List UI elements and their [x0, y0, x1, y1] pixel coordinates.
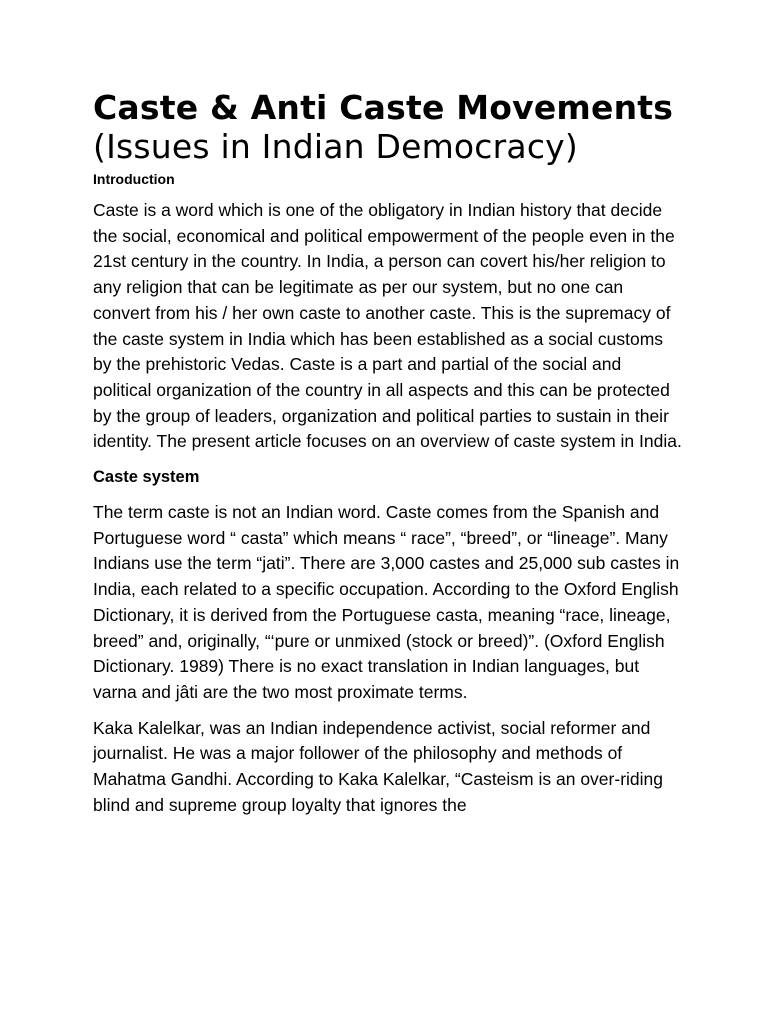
introduction-heading: Introduction [93, 171, 175, 187]
paragraph-caste-system: The term caste is not an Indian word. Caste comes from the Spanish and Portuguese word “ casta” which means “ race”, “breed”, or “lineage”. Many Indians use the term “jati”. There are 3,000 castes and 25,000 sub castes in India, each related to a specific occupation. According to the Oxford English Dictionary, it is derived from the Portuguese casta, meaning “race, lineage, breed” and, originally, “‘pure or unmixed (stock or breed)”. (Oxford English Dictionary. 1989) There is no exact translation in Indian languages, but varna and jâti are the two most proximate terms. [93, 502, 680, 702]
paragraph-introduction: Caste is a word which is one of the obligatory in Indian history that decide the social, economical and political empowerment of the people even in the 21st century in the country. In India, a person can covert his/her religion to any religion that can be legitimate as per our system, but no one can convert from his / her own caste to another caste. This is the supremacy of the caste system in India which has been established as a social customs by the prehistoric Vedas. Caste is a part and partial of the social and political organization of the country in all aspects and this can be protected by the group of leaders, organization and political parties to sustain in their identity. The present article focuses on an overview of caste system in India. [93, 200, 682, 452]
document-title-subtitle: (Issues in Indian Democracy) [93, 127, 578, 166]
caste-system-heading: Caste system [93, 468, 200, 487]
paragraph-kaka-kalelkar: Kaka Kalelkar, was an Indian independence activist, social reformer and journalist. He was a major follower of the philosophy and methods of Mahatma Gandhi. According to Kaka Kalelkar, “Casteism is an over-riding blind and supreme group loyalty that ignores the [93, 717, 663, 815]
document-title-bold: Caste & Anti Caste Movements [93, 88, 674, 127]
document-page [93, 88, 683, 818]
document-title [93, 88, 683, 166]
